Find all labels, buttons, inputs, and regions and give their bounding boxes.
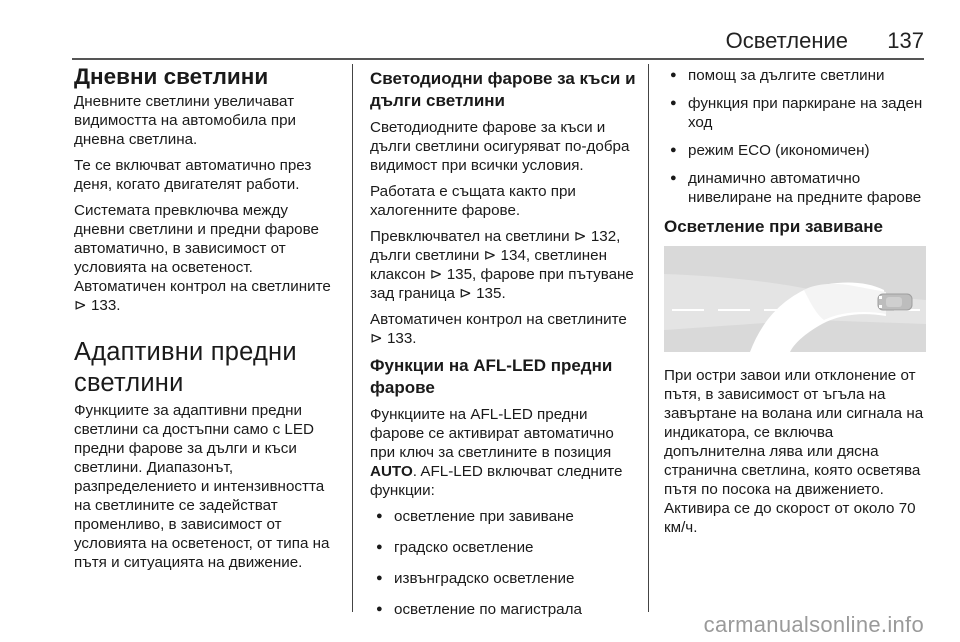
text-span: . AFL-LED включват следните функции: (370, 463, 623, 499)
list-item: ● градско осветление (370, 538, 636, 557)
list-item: ● осветление по магистрала (370, 600, 636, 619)
paragraph: Дневните светлини увеличават видимостта на автомобила при дневна светлина. (74, 93, 297, 148)
paragraph: Светодиодните фарове за къси и дълги светлини осигуряват по-добра видимост при всички условия. (370, 119, 630, 174)
paragraph (370, 405, 636, 500)
column-divider-1 (352, 64, 353, 612)
list-item: ● осветление при завиване (370, 507, 636, 526)
heading-daytime-lights: Дневни светлини (74, 64, 269, 89)
column-1 (74, 62, 336, 612)
page-header (0, 0, 960, 62)
heading-cornering-light: Осветление при завиване (664, 217, 883, 236)
paragraph: Системата превключва между дневни светлини и предни фарове автоматично, в зависимост от условията на осветеност. (74, 202, 319, 276)
heading-adaptive-lights: Адаптивни предни светлини (74, 338, 297, 397)
paragraph: Работата е същата както при халогенните фарове. (370, 183, 576, 219)
heading-led-headlights: Светодиодни фарове за къси и дълги светлини (370, 69, 636, 110)
cross-reference: Автоматичен контрол на светлините ⊳ 133. (74, 278, 331, 314)
column-divider-2 (648, 64, 649, 612)
text-span: Функциите на AFL-LED предни фарове се активират автоматично при ключ за светлините в позиция (370, 406, 614, 461)
cornering-light-diagram (664, 246, 926, 352)
header-divider (72, 58, 924, 60)
afl-function-list (370, 507, 636, 619)
paragraph: Функциите за адаптивни предни светлини са достъпни само с LED предни фарове за дълги и къси светлини. Диапазонът, разпределението и интензивността на светлините се задействат променливо, в зависимост от условията на осветеност, от типа на пътя и ситуацията на движение. (74, 402, 330, 571)
paragraph: Те се включват автоматично през деня, когато двигателят работи. (74, 157, 312, 193)
paragraph: При остри завои или отклонение от пътя, в зависимост от ъгъла на завъртане на волана или сигнала на индикатора, се включва допълнителна лява или дясна странична светлина, която осветява пътя по посока на движението. Активира се до скорост от около 70 км/ч. (664, 367, 924, 536)
watermark: carmanualsonline.info (703, 612, 924, 637)
column-2 (370, 62, 636, 618)
list-item: ● извънградско осветление (370, 569, 636, 588)
page-header-title: Осветление (725, 28, 848, 53)
cross-reference: Автоматичен контрол на светлините ⊳ 133. (370, 311, 627, 347)
list-item: ● помощ за дългите светлини (664, 66, 930, 85)
car-icon (878, 294, 912, 310)
heading-afl-led: Функции на AFL-LED предни фарове (370, 356, 613, 397)
cornering-light-illustration (664, 246, 926, 352)
list-item: ● режим ECO (икономичен) (664, 141, 930, 160)
auto-keyword: AUTO (370, 463, 413, 480)
list-item: ● функция при паркиране на заден ход (664, 94, 930, 132)
column-3 (664, 62, 930, 612)
list-item: ● динамично автоматично нивелиране на предните фарове (664, 169, 930, 207)
page-number: 137 (887, 28, 924, 53)
cross-reference: Превключвател на светлини ⊳ 132, дълги светлини ⊳ 134, светлинен клаксон ⊳ 135, фарове при пътуване зад граница ⊳ 135. (370, 228, 634, 302)
afl-function-list-cont (664, 66, 930, 207)
